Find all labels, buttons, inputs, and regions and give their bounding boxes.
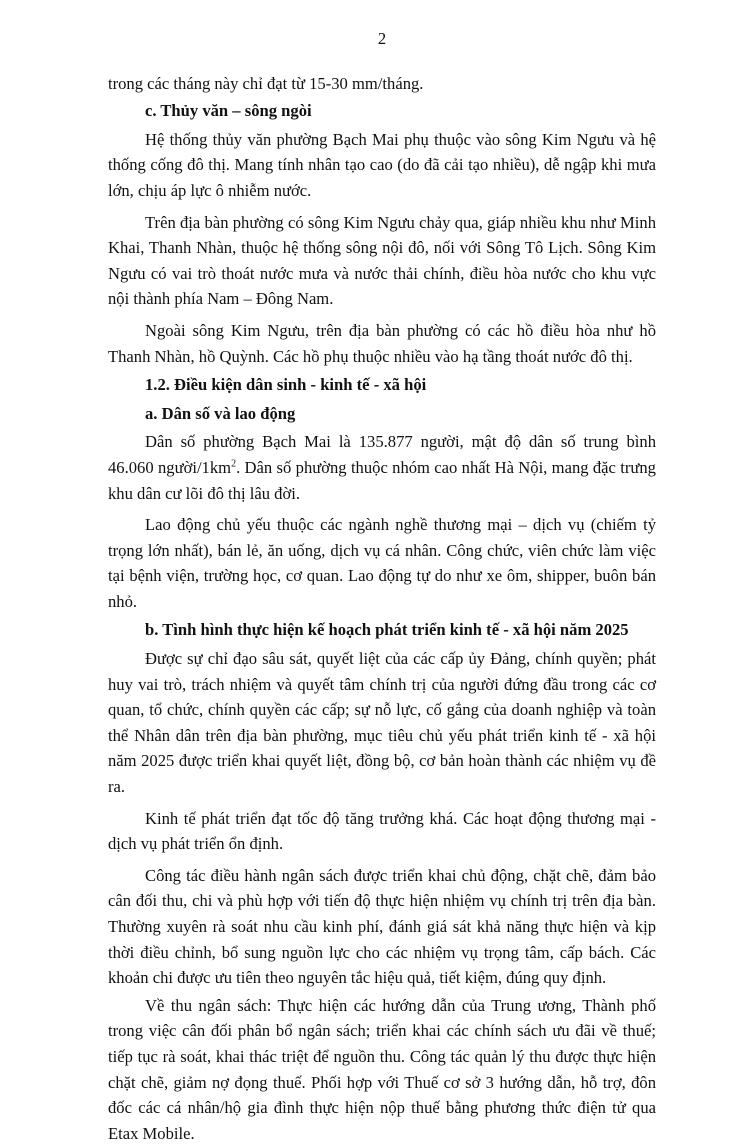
population-text-post: . Dân số phường thuộc nhóm cao nhất Hà Nội, mang đặc trưng khu dân cư lõi đô thị lâu đời.: [108, 457, 656, 503]
population-text-pre: Dân số phường Bạch Mai là 135.877 người, mật độ dân số trung bình 46.060 người/1km: [108, 432, 656, 477]
paragraph-economic-3: Công tác điều hành ngân sách được triển khai chủ động, chặt chẽ, đảm bảo cân đối thu, chi và phù hợp với tiến độ thực hiện nhiệm vụ chính trị trên địa bàn. Thường xuyên rà soát nhu cầu kinh phí, đánh giá sát khả năng thực hiện và kịp thời điều chỉnh, bổ sung nguồn lực cho các nhiệm vụ trọng tâm, cấp bách. Các khoản chi được ưu tiên theo nguyên tắc hiệu quả, tiết kiệm, đúng quy định.: [108, 865, 656, 988]
paragraph-population-1: [108, 429, 656, 506]
superscript-2: 2: [231, 458, 237, 470]
paragraph-population-2: Lao động chủ yếu thuộc các ngành nghề thương mại – dịch vụ (chiếm tỷ trọng lớn nhất), bán lẻ, ăn uống, dịch vụ cá nhân. Công chức, viên chức làm việc tại bệnh viện, trường học, cơ quan. Lao động tự do như xe ôm, shipper, buôn bán nhỏ.: [108, 515, 656, 611]
paragraph-intro: trong các tháng này chỉ đạt từ 15-30 mm/tháng.: [108, 73, 424, 93]
heading-population: a. Dân số và lao động: [145, 403, 296, 423]
paragraph-economic-4: Về thu ngân sách: Thực hiện các hướng dẫn của Trung ương, Thành phố trong việc cân đối phân bổ ngân sách; triển khai các chính sách ưu đãi về thuế; tiếp tục rà soát, khai thác triệt để nguồn thu. Công tác quản lý thu được thực hiện chặt chẽ, giảm nợ đọng thuế. Phối hợp với Thuế cơ sở 3 hướng dẫn, hỗ trợ, đôn đốc các cá nhân/hộ gia đình thực hiện nộp thuế bằng phương thức điện tử qua Etax Mobile.: [108, 995, 656, 1143]
heading-section-1-2: 1.2. Điều kiện dân sinh - kinh tế - xã hội: [145, 375, 427, 395]
heading-economic-plan: b. Tình hình thực hiện kế hoạch phát triển kinh tế - xã hội năm 2025: [145, 620, 629, 640]
paragraph-hydrology-3: Ngoài sông Kim Ngưu, trên địa bàn phường có các hồ điều hòa như hồ Thanh Nhàn, hồ Quỳnh. Các hồ phụ thuộc nhiều vào hạ tầng thoát nước đô thị.: [108, 320, 656, 366]
paragraph-hydrology-2: Trên địa bàn phường có sông Kim Ngưu chảy qua, giáp nhiều khu như Minh Khai, Thanh Nhàn, thuộc hệ thống sông nội đô, nối với Sông Tô Lịch. Sông Kim Ngưu có vai trò thoát nước mưa và nước thải chính, điều hòa nước cho khu vực nội thành phía Nam – Đông Nam.: [108, 212, 656, 309]
paragraph-economic-1: Được sự chỉ đạo sâu sát, quyết liệt của các cấp ủy Đảng, chính quyền; phát huy vai trò, trách nhiệm và quyết tâm chính trị của người đứng đầu trong các cơ quan, tổ chức, chính quyền các cấp; sự nỗ lực, cố gắng của doanh nghiệp và toàn thể Nhân dân trên địa bàn phường, mục tiêu chủ yếu phát triển kinh tế - xã hội năm 2025 được triển khai quyết liệt, đồng bộ, cơ bản hoàn thành các nhiệm vụ đề ra.: [108, 649, 656, 797]
page-number: 2: [377, 29, 387, 48]
paragraph-economic-2: Kinh tế phát triển đạt tốc độ tăng trưởng khá. Các hoạt động thương mại - dịch vụ phát triển ổn định.: [108, 808, 656, 854]
heading-hydrology: c. Thủy văn – sông ngòi: [145, 101, 312, 121]
paragraph-hydrology-1: Hệ thống thủy văn phường Bạch Mai phụ thuộc vào sông Kim Ngưu và hệ thống cống đô thị. Mang tính nhân tạo cao (do đã cải tạo nhiều), dễ ngập khi mưa lớn, chịu áp lực ô nhiễm nước.: [108, 129, 656, 200]
